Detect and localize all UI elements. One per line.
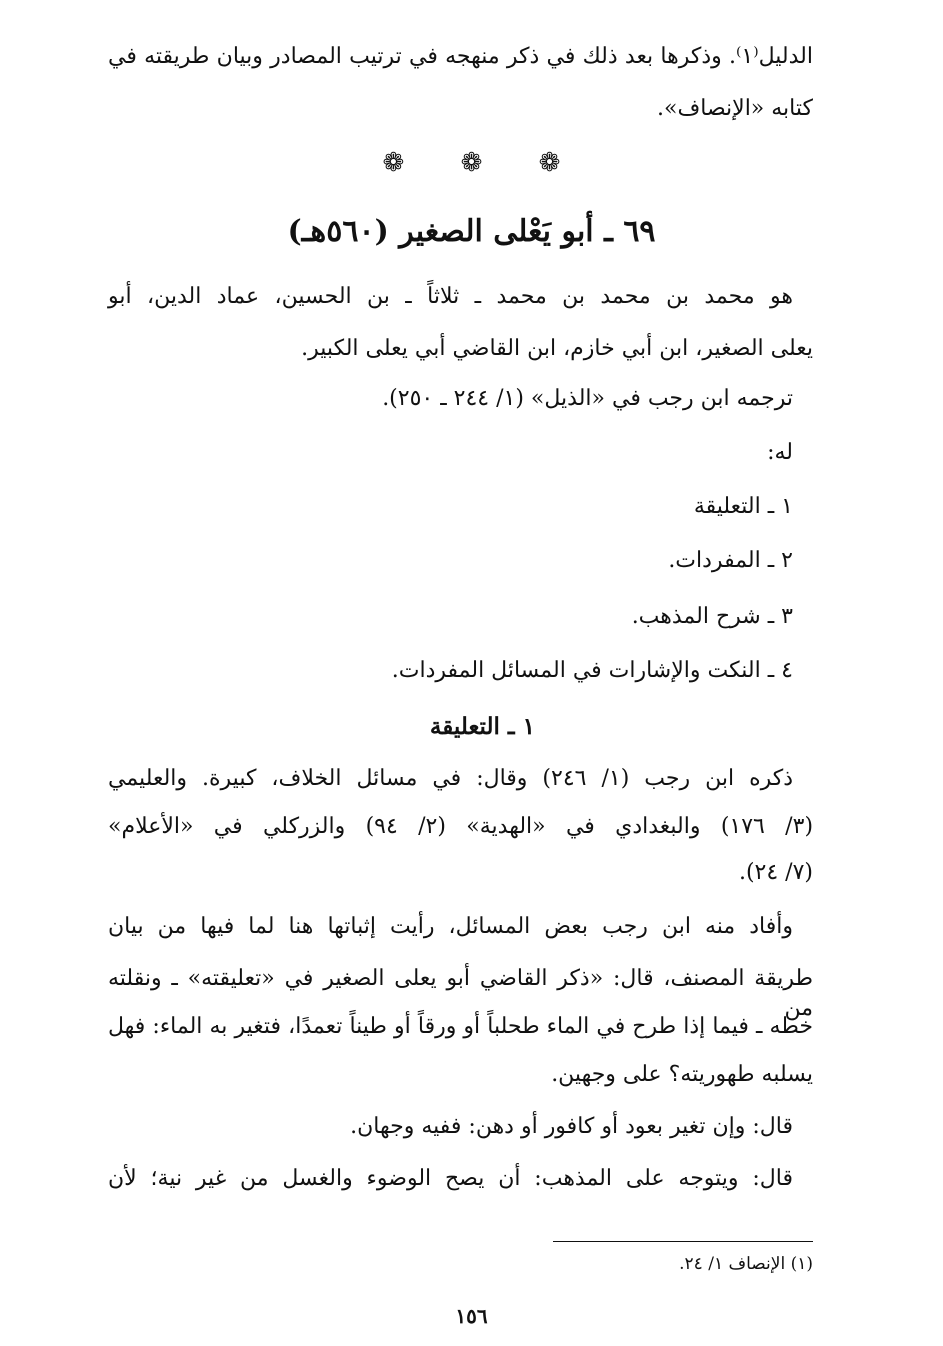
text-line: (٧/ ٢٤). (738, 860, 813, 885)
text-line: (٣/ ١٧٦) والبغدادي في «الهدية» (٢/ ٩٤) والزركلي في «الأعلام» (108, 814, 814, 839)
list-item: ٢ ـ المفردات. (668, 548, 793, 573)
list-item: ١ ـ التعليقة (693, 494, 793, 519)
text-line: قال: وإن تغير بعود أو كافور أو دهن: ففيه وجهان. (350, 1114, 793, 1139)
text-line: ترجمه ابن رجب في «الذيل» (١/ ٢٤٤ ـ ٢٥٠). (382, 386, 793, 411)
page-number: ١٥٦ (455, 1304, 488, 1328)
text-line: هو محمد بن محمد بن محمد ـ ثلاثاً ـ بن الحسين، عماد الدين، أبو (108, 284, 793, 309)
list-item: ٣ ـ شرح المذهب. (631, 604, 793, 629)
text-line: كتابه «الإنصاف». (656, 96, 813, 121)
text-line: ذكره ابن رجب (١/ ٢٤٦) وقال: في مسائل الخلاف، كبيرة. والعليمي (108, 766, 794, 791)
section-heading: ١ ـ التعليقة (429, 713, 535, 740)
text-line: وأفاد منه ابن رجب بعض المسائل، رأيت إثباتها هنا لما فيها من بيان (108, 914, 793, 939)
list-item: ٤ ـ النكت والإشارات في المسائل المفردات. (391, 658, 793, 683)
text-line: طريقة المصنف، قال: «ذكر القاضي أبو يعلى الصغير في «تعليقته» ـ ونقلته من (108, 966, 813, 1021)
footnote: (١) الإنصاف ١/ ٢٤. (679, 1254, 813, 1274)
text-line: خطه ـ فيما إذا طرح في الماء طحلباً أو ورقاً أو طيناً تعمدًا، فتغير به الماء: فهل (108, 1014, 813, 1039)
text-line: له: (767, 440, 793, 465)
footnote-divider (553, 1241, 813, 1242)
entry-title: ٦٩ ـ أبو يَعْلى الصغير (٥٦٠هـ) (287, 214, 656, 249)
text-line: قال: ويتوجه على المذهب: أن يصح الوضوء والغسل من غير نية؛ لأن (108, 1166, 793, 1191)
text-line: يسلبه طهوريته؟ على وجهين. (551, 1062, 813, 1087)
text-line: يعلى الصغير، ابن أبي خازم، ابن القاضي أبي يعلى الكبير. (301, 336, 813, 361)
section-separator: ❁ ❁ ❁ (382, 148, 585, 178)
text-line: الدليل⁽١⁾. وذكرها بعد ذلك في ذكر منهجه في ترتيب المصادر وبيان طريقته في (108, 44, 813, 69)
